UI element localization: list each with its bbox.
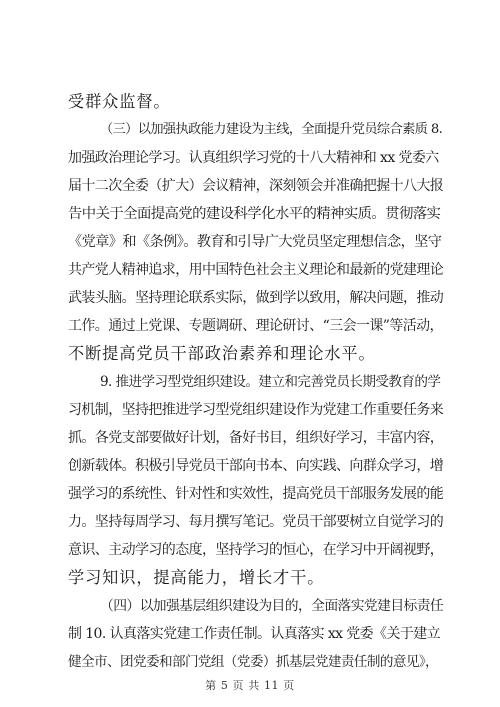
text-line: 力。坚持每周学习、每月撰写笔记。党员干部要树立自觉学习的: [68, 514, 444, 530]
text-line: 习机制，坚持把推进学习型党组织建设作为党建工作重要任务来: [68, 402, 444, 418]
text-line: 加强政治理论学习。认真组织学习党的十八大精神和 xx 党委六: [68, 150, 439, 166]
text-line: 武装头脑。坚持理论联系实际，做到学以致用，解决问题，推动: [68, 290, 444, 306]
section-heading: （四）以加强基层组织建设为目的，全面落实党建目标责任: [100, 598, 444, 614]
paragraph-start: 9. 推进学习型党组织建设。建立和完善党员长期受教育的学: [100, 374, 441, 390]
text-line: 《党章》和《条例》。教育和引导广大党员坚定理想信念，坚守: [68, 234, 442, 250]
text-line: 创新载体。积极引导党员干部向书本、向实践、向群众学习，增: [68, 458, 444, 474]
text-line: 健全市、团党委和部门党组（党委）抓基层党建责任制的意见》，: [68, 654, 439, 670]
text-line: 告中关于全面提高党的建设科学化水平的精神实质。贯彻落实: [68, 206, 441, 222]
text-line: 抓。各党支部要做好计划，备好书目，组织好学习，丰富内容，: [68, 430, 444, 446]
text-line: 强学习的系统性、针对性和实效性，提高党员干部服务发展的能: [68, 486, 444, 502]
text-line: 共产党人精神追求，用中国特色社会主义理论和最新的党建理论: [68, 262, 444, 278]
text-line: 学习知识，提高能力，增长才干。: [68, 568, 325, 587]
text-line: 不断提高党员干部政治素养和理论水平。: [68, 344, 376, 363]
text-line: 工作。通过上党课、专题调研、理论研讨、“三会一课”等活动，: [68, 318, 443, 334]
text-line: 届十二次全委（扩大）会议精神，深刻领会并准确把握十八大报: [68, 178, 444, 194]
section-heading: （三）以加强执政能力建设为主线，全面提升党员综合素质 8.: [100, 122, 443, 137]
text-line: 意识、主动学习的态度，坚持学习的恒心，在学习中开阔视野，: [68, 542, 444, 558]
text-line: 受群众监督。: [68, 92, 171, 111]
text-line: 制 10. 认真落实党建工作责任制。认真落实 xx 党委《关于建立: [68, 626, 441, 642]
page-number-footer: 第 5 页 共 11 页: [205, 679, 295, 692]
